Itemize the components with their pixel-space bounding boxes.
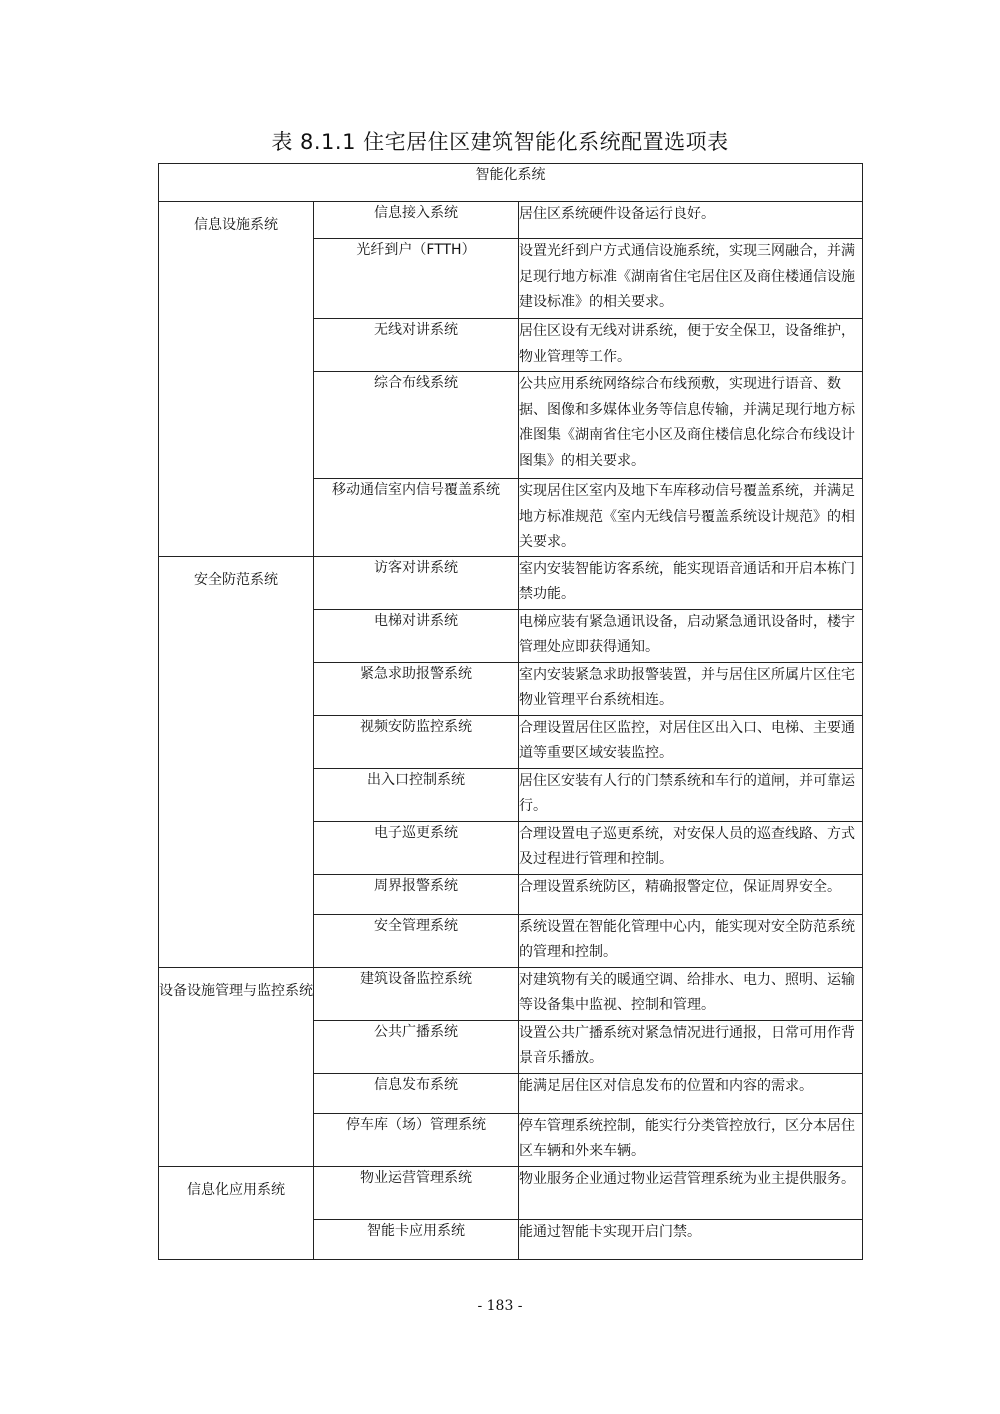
config-table (158, 163, 863, 1260)
system-description-cell: 合理设置电子巡更系统，对安保人员的巡查线路、方式及过程进行管理和控制。 (519, 821, 863, 874)
system-description-cell: 设置光纤到户方式通信设施系统，实现三网融合，并满足现行地方标准《湖南省住宅居住区及商住楼通信设施建设标准》的相关要求。 (519, 239, 863, 319)
system-name-cell: 视频安防监控系统 (314, 715, 519, 768)
category-cell: 安全防范系统 (159, 556, 314, 967)
category-cell: 信息设施系统 (159, 202, 314, 557)
system-name-cell: 无线对讲系统 (314, 319, 519, 372)
system-description-cell: 公共应用系统网络综合布线预敷，实现进行语音、数据、图像和多媒体业务等信息传输，并满足现行地方标准图集《湖南省住宅小区及商住楼信息化综合布线设计图集》的相关要求。 (519, 372, 863, 479)
system-name-cell: 紧急求助报警系统 (314, 662, 519, 715)
system-description-cell: 居住区系统硬件设备运行良好。 (519, 202, 863, 239)
table-header: 智能化系统 (159, 164, 863, 202)
category-cell: 设备设施管理与监控系统 (159, 967, 314, 1166)
system-name-cell: 电子巡更系统 (314, 821, 519, 874)
system-description-cell: 系统设置在智能化管理中心内，能实现对安全防范系统的管理和控制。 (519, 914, 863, 967)
system-description-cell: 合理设置系统防区，精确报警定位，保证周界安全。 (519, 874, 863, 914)
system-description-cell: 设置公共广播系统对紧急情况进行通报，日常可用作背景音乐播放。 (519, 1020, 863, 1073)
system-name-cell: 智能卡应用系统 (314, 1219, 519, 1259)
table-row (159, 202, 863, 239)
system-name-cell: 停车库（场）管理系统 (314, 1113, 519, 1166)
system-description-cell: 电梯应装有紧急通讯设备，启动紧急通讯设备时，楼宇管理处应即获得通知。 (519, 609, 863, 662)
system-name-cell: 光纤到户（FTTH） (314, 239, 519, 319)
table-row (159, 1166, 863, 1219)
page-number: - 183 - (477, 1298, 523, 1314)
table-row (159, 967, 863, 1020)
system-name-cell: 安全管理系统 (314, 914, 519, 967)
system-description-cell: 室内安装智能访客系统，能实现语音通话和开启本栋门禁功能。 (519, 556, 863, 609)
system-name-cell: 信息接入系统 (314, 202, 519, 239)
table-header-row (159, 164, 863, 202)
table-title: 表 8.1.1 住宅居住区建筑智能化系统配置选项表 (271, 130, 729, 154)
system-name-cell: 电梯对讲系统 (314, 609, 519, 662)
system-name-cell: 移动通信室内信号覆盖系统 (314, 479, 519, 557)
system-name-cell: 访客对讲系统 (314, 556, 519, 609)
system-description-cell: 合理设置居住区监控，对居住区出入口、电梯、主要通道等重要区域安装监控。 (519, 715, 863, 768)
system-description-cell: 室内安装紧急求助报警装置，并与居住区所属片区住宅物业管理平台系统相连。 (519, 662, 863, 715)
system-description-cell: 能满足居住区对信息发布的位置和内容的需求。 (519, 1073, 863, 1113)
system-name-cell: 出入口控制系统 (314, 768, 519, 821)
system-description-cell: 物业服务企业通过物业运营管理系统为业主提供服务。 (519, 1166, 863, 1219)
system-name-cell: 建筑设备监控系统 (314, 967, 519, 1020)
system-description-cell: 实现居住区室内及地下车库移动信号覆盖系统，并满足地方标准规范《室内无线信号覆盖系统设计规范》的相关要求。 (519, 479, 863, 557)
system-name-cell: 公共广播系统 (314, 1020, 519, 1073)
system-description-cell: 停车管理系统控制，能实行分类管控放行，区分本居住区车辆和外来车辆。 (519, 1113, 863, 1166)
system-description-cell: 对建筑物有关的暖通空调、给排水、电力、照明、运输等设备集中监视、控制和管理。 (519, 967, 863, 1020)
table-row (159, 556, 863, 609)
system-name-cell: 周界报警系统 (314, 874, 519, 914)
system-description-cell: 居住区安装有人行的门禁系统和车行的道闸，并可靠运行。 (519, 768, 863, 821)
system-name-cell: 信息发布系统 (314, 1073, 519, 1113)
system-description-cell: 居住区设有无线对讲系统，便于安全保卫，设备维护，物业管理等工作。 (519, 319, 863, 372)
system-name-cell: 综合布线系统 (314, 372, 519, 479)
system-name-cell: 物业运营管理系统 (314, 1166, 519, 1219)
system-description-cell: 能通过智能卡实现开启门禁。 (519, 1219, 863, 1259)
category-cell: 信息化应用系统 (159, 1166, 314, 1259)
